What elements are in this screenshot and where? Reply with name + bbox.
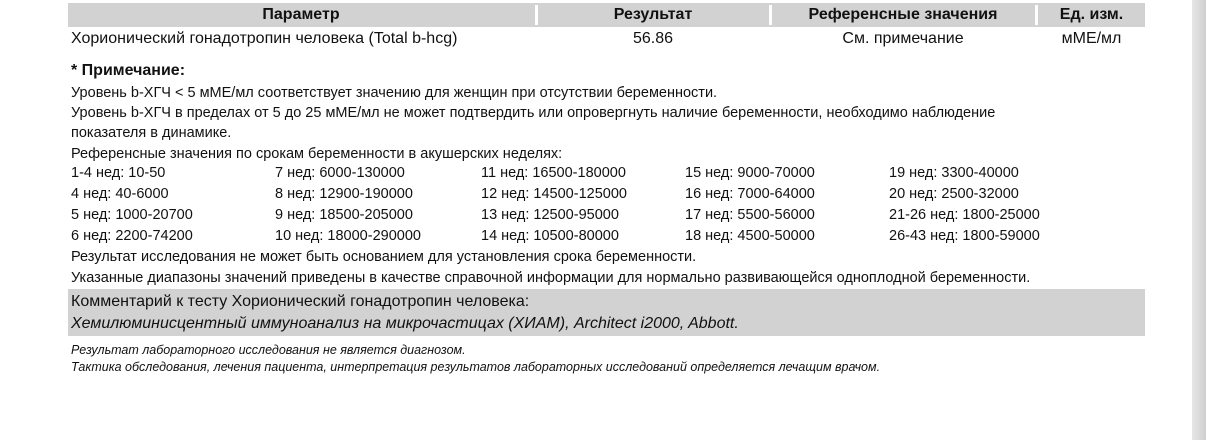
weeks-cell: 16 нед: 7000-64000 (685, 186, 815, 202)
table-header (68, 3, 1145, 27)
weeks-cell: 21-26 нед: 1800-25000 (889, 207, 1040, 223)
row-units: мМЕ/мл (1061, 30, 1122, 47)
weeks-cell: 13 нед: 12500-95000 (481, 207, 619, 223)
note-line: Референсные значения по срокам беременности в акушерских неделях: (71, 146, 563, 162)
weeks-cell: 26-43 нед: 1800-59000 (889, 228, 1040, 244)
weeks-cell: 11 нед: 16500-180000 (481, 165, 626, 181)
weeks-cell: 4 нед: 40-6000 (71, 186, 169, 202)
note-line: Уровень b-ХГЧ в пределах от 5 до 25 мМЕ/мл не может подтвердить или опровергнуть наличие беременности, необходимо наблюдение (71, 105, 996, 121)
comment-text: Хемилюминисцентный иммуноанализ на микрочастицах (ХИАМ), Architect i2000, Abbott. (71, 315, 739, 332)
weeks-cell: 5 нед: 1000-20700 (71, 207, 193, 223)
note-after-line: Указанные диапазоны значений приведены в качестве справочной информации для нормально развивающейся одноплодной беременности. (71, 270, 1031, 286)
weeks-cell: 18 нед: 4500-50000 (685, 228, 815, 244)
header-units: Ед. изм. (1059, 6, 1124, 23)
weeks-cell: 6 нед: 2200-74200 (71, 228, 193, 244)
footer-line: Тактика обследования, лечения пациента, интерпретация результатов лабораторных исследований определяется лечащим врачом. (71, 360, 881, 374)
comment-box (68, 289, 1145, 336)
note-title: * Примечание: (71, 62, 186, 79)
weeks-cell: 1-4 нед: 10-50 (71, 165, 166, 181)
weeks-cell: 10 нед: 18000-290000 (275, 228, 421, 244)
weeks-cell: 20 нед: 2500-32000 (889, 186, 1019, 202)
header-result: Результат (613, 6, 693, 23)
footer-line: Результат лабораторного исследования не является диагнозом. (71, 343, 466, 357)
note-line: показателя в динамике. (71, 125, 232, 141)
page-edge-shadow (1192, 0, 1206, 440)
header-parameter: Параметр (262, 6, 340, 23)
header-reference: Референсные значения (808, 6, 998, 23)
weeks-cell: 15 нед: 9000-70000 (685, 165, 815, 181)
row-parameter: Хорионический гонадотропин человека (Total b-hcg) (71, 30, 458, 47)
table-row (68, 28, 1145, 50)
weeks-cell: 7 нед: 6000-130000 (275, 165, 405, 181)
weeks-cell: 17 нед: 5500-56000 (685, 207, 815, 223)
note-line: Уровень b-ХГЧ < 5 мМЕ/мл соответствует значению для женщин при отсутствии беременности. (71, 85, 718, 101)
weeks-cell: 19 нед: 3300-40000 (889, 165, 1019, 181)
weeks-cell: 14 нед: 10500-80000 (481, 228, 619, 244)
row-result: 56.86 (632, 30, 674, 47)
weeks-cell: 12 нед: 14500-125000 (481, 186, 627, 202)
row-reference: См. примечание (842, 30, 964, 47)
note-after-line: Результат исследования не может быть основанием для установления срока беременности. (71, 249, 697, 265)
weeks-cell: 8 нед: 12900-190000 (275, 186, 413, 202)
comment-title: Комментарий к тесту Хорионический гонадотропин человека: (71, 293, 530, 310)
weeks-cell: 9 нед: 18500-205000 (275, 207, 413, 223)
